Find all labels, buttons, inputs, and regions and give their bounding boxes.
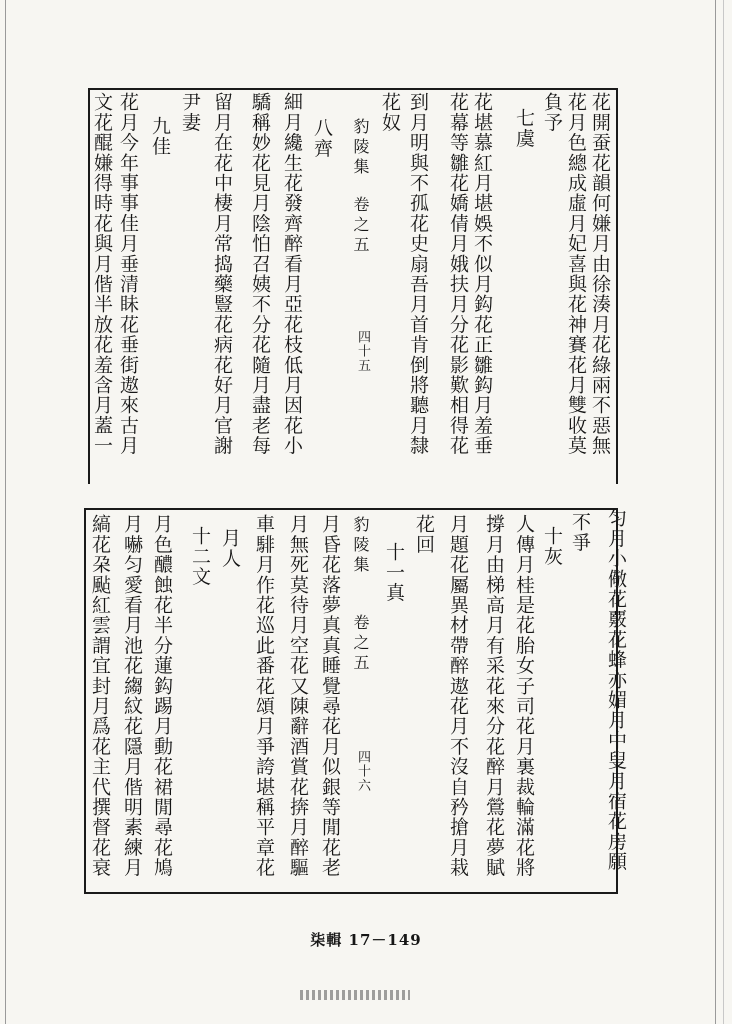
bottom-col-12: 月人 [219,528,241,569]
bottom-col-6: 月題花屬異材帶醉遨花月不沒自矜搶月栽 [447,514,469,878]
scan-stamp-mark [300,990,410,1000]
page-footer-label: 柒輯 17－149 [310,931,422,949]
bottom-col-16: 縞花朶颭紅雲謂宜封月爲花主代撰督花衰 [89,514,111,878]
bottom-col-7: 花回 [413,514,435,555]
bottom-col-4: 人傳月桂是花胎女子司花月裏裁輪滿花將 [513,514,535,878]
top-col-6: 花幕等雛花嬌倩月娥扶月分花影歎相得花 [447,92,469,456]
top-col-5: 花堪慕紅月堪娛不似月鈎花正雛鈎月羞垂 [471,92,493,456]
bottom-running-title: 豹陵集 [351,516,370,576]
bottom-page-number: 四十六 [355,750,370,793]
top-col-10: 細月纔生花發齊醉看月亞花枝低月因花小 [281,92,303,456]
top-running-title: 豹陵集 [351,118,370,178]
bottom-col-9: 月昏花落夢真真睡覺尋花月似銀等閒花老 [319,514,341,878]
bottom-col-11: 車騑月作花巡此番花頌月爭誇堪稱平章花 [253,514,275,878]
top-col-9: 八齊 [311,118,333,159]
bottom-col-15: 月嚇匀愛看月池花縐紋花隱月偕明素練月 [121,514,143,878]
top-col-13: 尹妻 [179,92,201,133]
bottom-col-14: 月色醲蝕花半分蓮鈎踢月動花裙閒尋花鳩 [151,514,173,878]
top-text-block [0,0,732,500]
top-col-11: 驕稱妙花見月陰怕召姨不分花隨月盡老每 [249,92,271,456]
top-block-rule [88,88,618,90]
top-col-2: 花月色總成虛月妃喜與花神賽花月雙收莫 [565,92,587,456]
bottom-col-5: 撐月由梯高月有采花來分花醉月鶯花夢賦 [483,514,505,878]
top-page-number: 四十五 [355,330,370,373]
bottom-col-1: 匀月小儆花覈花蜂亦媚月中叟月宿花房願 [605,508,627,872]
bottom-col-13: 十二文 [189,526,211,587]
bottom-col-2: 不爭 [569,512,591,553]
top-col-8: 花奴 [379,92,401,133]
top-col-3: 負予 [541,92,563,133]
top-col-7: 到月明與不孤花史扇吾月首肯倒將聽月隸 [407,92,429,456]
bottom-volume-label: 卷之五 [351,614,370,674]
top-col-12: 留月在花中棲月常捣藥豎花病花好月官謝 [211,92,233,456]
bottom-col-3: 十灰 [541,526,563,567]
top-col-16: 文花醌嫌得時花與月偕半放花羞含月蓋一 [91,92,113,456]
top-col-4: 七虞 [513,108,535,149]
top-volume-label: 卷之五 [351,196,370,256]
bottom-text-block [0,500,732,920]
top-col-1: 花開蚕花韻何嫌月由徐湊月花綠兩不惡無 [589,92,611,456]
bottom-col-10: 月無死莫待月空花又陳辭酒賞花捹月醉驅 [287,514,309,878]
bottom-col-8: 十一真 [383,542,405,603]
top-col-14: 九佳 [149,116,171,157]
top-col-15: 花月今年事事佳月垂清眛花垂街遨來古月 [117,92,139,456]
